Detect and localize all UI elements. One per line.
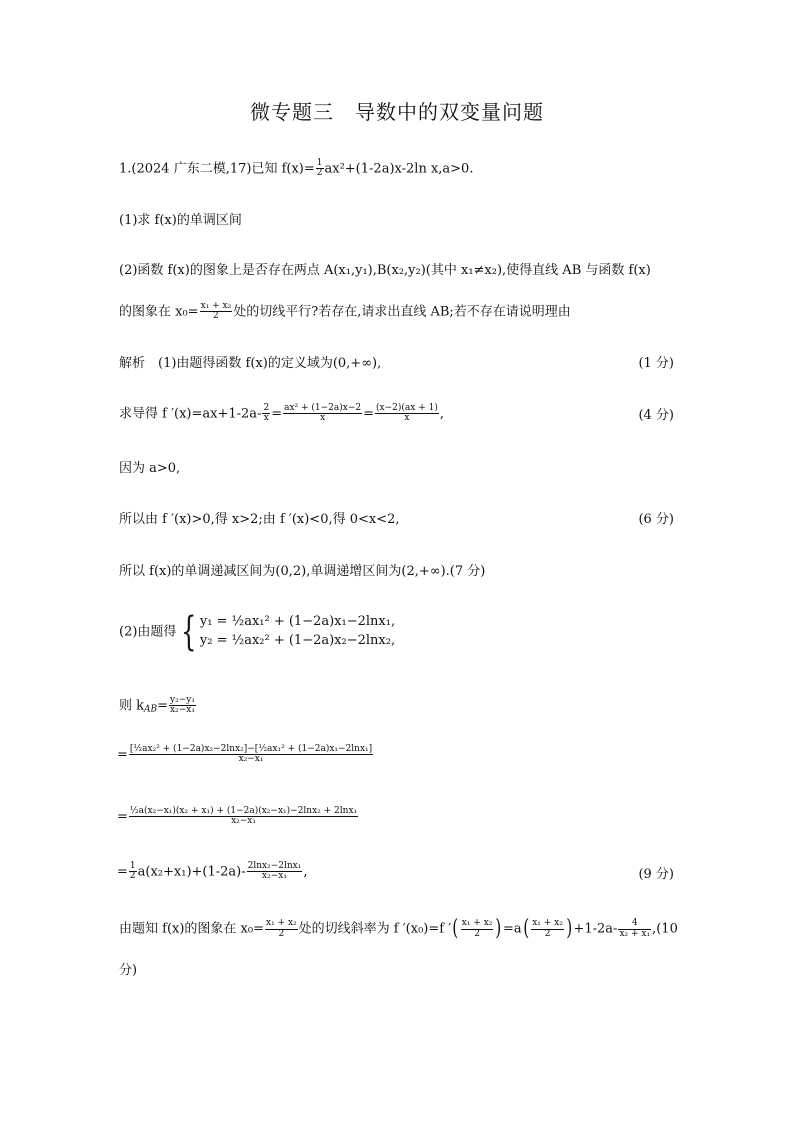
fraction-numerator: ½a(x₂−x₁)(x₂ + x₁) + (1−2a)(x₂−x₁)−2lnx₂ + 2lnx₁ [129,806,358,816]
fraction-kab [169,696,196,716]
fraction-denominator: x₂ + x₁ [619,928,651,939]
question-expr-lhs: f(x)= [281,161,315,177]
fraction-numerator: x₁ + x₂ [532,918,563,929]
score-mark-4: (9 分) [638,867,674,882]
right-paren-icon: ) [495,916,502,941]
fraction-denominator: 2 [278,928,285,939]
question-expr-rhs: ax²+(1-2a)x-2ln x,a>0. [324,161,474,177]
fraction-numerator: [½ax₂² + (1−2a)x₂−2lnx₂]−[½ax₁² + (1−2a)x₁−2lnx₁] [129,744,373,754]
fraction-denominator: x₂−x₁ [262,871,287,882]
fraction-numerator: 2 [263,403,270,413]
text-segment: 处的切线平行?若存在,请求出直线 AB;若不存在请说明理由 [233,304,571,320]
fraction-half [129,862,137,882]
left-paren-icon: ( [452,916,459,941]
part-1-question: (1)求 f(x)的单调区间 [119,213,242,228]
fraction-numerator: x₁ + x₂ [200,301,232,311]
text-segment: a(x₂+x₁)+(1-2a)- [137,864,246,880]
slope-definition [119,696,197,716]
text-segment: ,(10 [652,921,678,937]
text-segment: +1-2a- [573,921,618,937]
text-segment: 处的切线斜率为 f ′(x₀)=f ′ [298,921,452,937]
text-segment: (2)由题得 [119,624,177,640]
text-segment: 由题知 f(x)的图象在 x₀= [119,921,264,937]
fraction-four [618,919,651,939]
solution-line-9-wrap: 分) [119,963,138,978]
fraction-denominator: x₂−x₁ [170,705,195,716]
fraction-denominator: 2 [474,928,480,939]
fraction-numerator: x₁ + x₂ [461,918,493,929]
fraction-log-diff [247,862,303,882]
fraction-derivative-1 [283,404,362,424]
right-paren-icon: ) [566,916,573,941]
slope-step-3 [117,862,308,882]
equation-row-1: y₁ = ½ax₁² + (1−2a)x₁−2lnx₁, [199,614,396,630]
left-paren-icon: ( [522,916,529,941]
text-segment: 则 k [119,698,145,714]
subscript: AB [144,704,158,715]
fraction-numerator: 1 [129,861,136,871]
fraction-step-1 [129,745,373,765]
score-mark-3: (6 分) [638,512,674,527]
solution-line-5: 所以 f(x)的单调递减区间为(0,2),单调递增区间为(2,+∞).(7 分) [119,564,486,579]
solution-line-3: 因为 a>0, [119,461,181,476]
question-1 [119,159,473,179]
fraction-midpoint [531,919,564,939]
solution-line-9 [119,918,678,940]
fraction-midpoint [265,919,298,939]
solution-line-2 [119,404,444,424]
solution-line-4: 所以由 f ′(x)>0,得 x>2;由 f ′(x)<0,得 0<x<2, [119,512,400,527]
fraction-numerator: 4 [618,919,651,929]
fraction-denominator: 2 [213,311,219,322]
fraction-denominator: x [320,413,326,424]
fraction-denominator: x₂−x₁ [238,754,264,765]
fraction-numerator: y₂−y₁ [170,695,195,705]
fraction-derivative-2 [375,404,439,424]
fraction-denominator: 2 [129,871,136,882]
text-segment: , [439,406,445,422]
slope-step-1 [117,745,374,765]
fraction-numerator: ax² + (1−2a)x−2 [284,403,362,413]
fraction-half [316,159,324,179]
brace-icon: { [181,609,197,655]
solution-system [119,609,396,655]
fraction-midpoint [200,302,233,322]
fraction-numerator: 1 [316,158,323,168]
text-segment: = [271,406,283,422]
solution-line-1: 解析 (1)由题得函数 f(x)的定义域为(0,+∞), [119,356,382,371]
text-segment: =a [502,921,522,937]
text-segment: = [117,747,128,763]
equation-system [176,609,396,655]
fraction-denominator: x₂−x₁ [231,816,256,827]
slope-step-2 [117,807,359,827]
score-mark-1: (1 分) [638,356,674,371]
text-segment: 的图象在 x₀= [119,304,199,320]
fraction-step-2 [129,807,358,827]
part-2-question-line-2 [119,302,571,322]
equation-row-2: y₂ = ½ax₂² + (1−2a)x₂−2lnx₂, [199,633,396,648]
text-segment: = [117,809,128,825]
text-segment: = [157,698,169,714]
fraction-numerator: x₁ + x₂ [266,918,297,929]
fraction-numerator: (x−2)(ax + 1) [376,403,438,413]
question-source: 1.(2024 广东二模,17)已知 [119,161,282,177]
fraction-denominator: x [404,413,410,424]
fraction-denominator: 2 [544,928,551,939]
fraction-midpoint [461,919,494,939]
fraction-denominator: 2 [316,168,323,179]
text-segment: = [363,406,375,422]
fraction-numerator: 2lnx₂−2lnx₁ [247,861,302,871]
page-title: 微专题三 导数中的双变量问题 [250,100,544,124]
part-2-question-line-1: (2)函数 f(x)的图象上是否存在两点 A(x₁,y₁),B(x₂,y₂)(其中 x₁≠x₂),使得直线 AB 与函数 f(x) [119,263,651,278]
equation-rows [200,613,395,651]
fraction-two-over-x [262,404,270,424]
score-mark-2: (4 分) [638,408,674,423]
text-segment: 求导得 f ′(x)=ax+1-2a- [119,406,262,422]
fraction-denominator: x [263,413,269,424]
text-segment: = [117,864,128,880]
text-segment: , [303,864,308,880]
